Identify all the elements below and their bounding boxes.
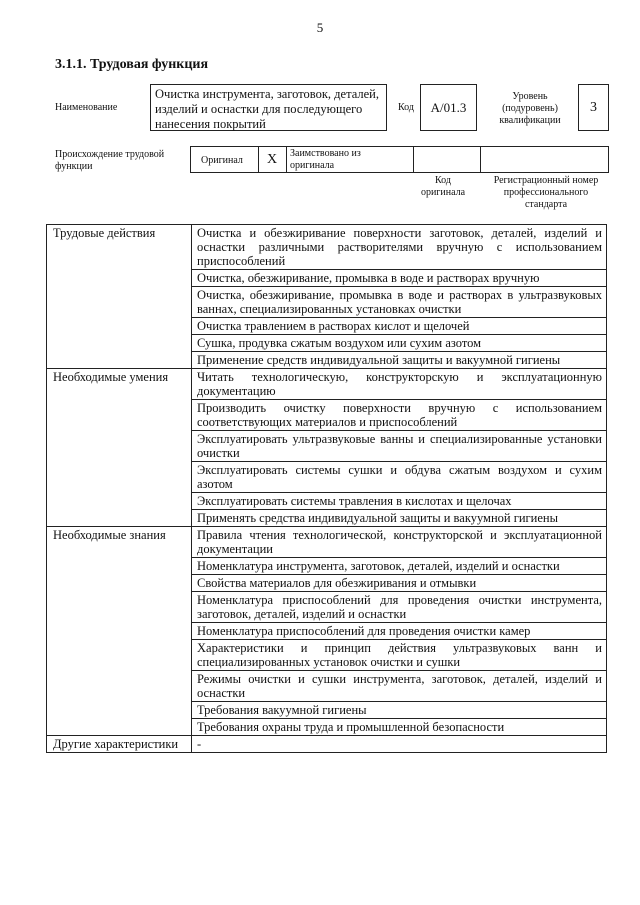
actions-label: Трудовые действия [47, 225, 192, 369]
origin-code-cell [414, 147, 481, 172]
required-skill: Читать технологическую, конструкторскую и эксплуатационную документацию [192, 369, 607, 400]
other-characteristics-value: - [192, 736, 607, 753]
page-number: 5 [316, 20, 324, 35]
table-row [47, 527, 607, 558]
other-characteristics-label: Другие характеристики [47, 736, 192, 753]
required-skill: Эксплуатировать системы сушки и обдува сжатым воздухом и сухим азотом [192, 462, 607, 493]
labor-action: Очистка и обезжиривание поверхности заготовок, деталей, изделий и оснастки различными растворителями вручную с использованием приспособлений [192, 225, 607, 270]
labor-action: Очистка, обезжиривание, промывка в воде и растворах вручную [192, 270, 607, 287]
code-label: Код [398, 102, 414, 113]
labor-action: Очистка, обезжиривание, промывка в воде и растворах в ультразвуковых ваннах, специализированных установках очистки [192, 287, 607, 318]
function-table [46, 224, 607, 753]
reg-number-label: Регистрационный номер профессионального стандарта [493, 175, 599, 210]
level-value: 3 [578, 84, 609, 131]
original-mark: X [267, 152, 278, 167]
name-value: Очистка инструмента, заготовок, деталей, изделий и оснастки для последующего нанесения покрытий [150, 84, 387, 131]
skills-label: Необходимые умения [47, 369, 192, 527]
level-label: Уровень (подуровень) квалификации [499, 91, 561, 126]
required-knowledge: Характеристики и принцип действия ультразвуковых ванн и специализированных установок очистки и сушки [192, 640, 607, 671]
labor-action: Применение средств индивидуальной защиты и вакуумной гигиены [192, 352, 607, 369]
origin-code-label: Код оригинала [420, 175, 466, 198]
table-row [47, 369, 607, 400]
labor-action: Очистка травлением в растворах кислот и щелочей [192, 318, 607, 335]
table-row [47, 225, 607, 270]
required-skill: Применять средства индивидуальной защиты и вакуумной гигиены [192, 510, 607, 527]
original-cell [191, 147, 259, 172]
required-knowledge: Режимы очистки и сушки инструмента, заготовок, деталей, изделий и оснастки [192, 671, 607, 702]
required-skill: Эксплуатировать ультразвуковые ванны и специализированные установки очистки [192, 431, 607, 462]
required-knowledge: Свойства материалов для обезжиривания и отмывки [192, 575, 607, 592]
required-knowledge: Номенклатура приспособлений для проведения очистки инструмента, заготовок, деталей, изделий и оснастки [192, 592, 607, 623]
labor-action: Сушка, продувка сжатым воздухом или сухим азотом [192, 335, 607, 352]
required-skill: Эксплуатировать системы травления в кислотах и щелочах [192, 493, 607, 510]
borrowed-cell [287, 147, 414, 172]
origin-label: Происхождение трудовой функции [55, 149, 165, 172]
original-label: Оригинал [201, 155, 243, 166]
section-title: 3.1.1. Трудовая функция [55, 57, 209, 72]
required-knowledge: Номенклатура инструмента, заготовок, деталей, изделий и оснастки [192, 558, 607, 575]
required-knowledge: Номенклатура приспособлений для проведения очистки камер [192, 623, 607, 640]
required-knowledge: Правила чтения технологической, конструкторской и эксплуатационной документации [192, 527, 607, 558]
origin-table [190, 146, 609, 173]
table-row [47, 736, 607, 753]
required-skill: Производить очистку поверхности вручную с использованием соответствующих материалов и приспособлений [192, 400, 607, 431]
original-mark-cell [259, 147, 287, 172]
required-knowledge: Требования вакуумной гигиены [192, 702, 607, 719]
origin-reg-cell [481, 147, 608, 172]
name-label: Наименование [55, 102, 118, 113]
knowledge-label: Необходимые знания [47, 527, 192, 736]
required-knowledge: Требования охраны труда и промышленной безопасности [192, 719, 607, 736]
borrowed-label: Заимствовано из оригинала [290, 148, 361, 171]
code-value: А/01.3 [420, 84, 477, 131]
